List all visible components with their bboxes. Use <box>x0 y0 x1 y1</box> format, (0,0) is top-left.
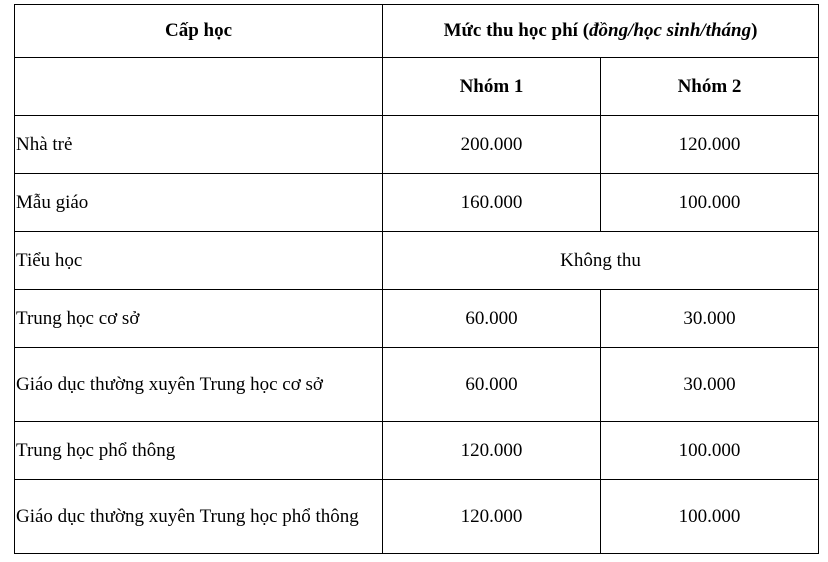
group2-fee-cell: 100.000 <box>601 422 819 480</box>
table-row <box>15 290 819 348</box>
group2-fee-cell: 30.000 <box>601 348 819 422</box>
group2-header: Nhóm 2 <box>601 58 819 116</box>
table-row <box>15 232 819 290</box>
level-column-header: Cấp học <box>15 5 383 58</box>
table-row <box>15 480 819 554</box>
group2-fee-cell: 30.000 <box>601 290 819 348</box>
merged-fee-cell: Không thu <box>383 232 819 290</box>
level-cell: Tiểu học <box>15 232 383 290</box>
level-cell: Nhà trẻ <box>15 116 383 174</box>
table-row <box>15 116 819 174</box>
group1-fee-cell: 120.000 <box>383 422 601 480</box>
group1-fee-cell: 120.000 <box>383 480 601 554</box>
fee-column-header <box>383 5 819 58</box>
level-cell: Giáo dục thường xuyên Trung học phổ thông <box>15 480 383 554</box>
level-cell: Trung học cơ sở <box>15 290 383 348</box>
level-cell: Giáo dục thường xuyên Trung học cơ sở <box>15 348 383 422</box>
group2-fee-cell: 100.000 <box>601 174 819 232</box>
group1-fee-cell: 200.000 <box>383 116 601 174</box>
table-row <box>15 174 819 232</box>
group1-header: Nhóm 1 <box>383 58 601 116</box>
tuition-fee-table <box>14 4 819 554</box>
level-cell: Mẫu giáo <box>15 174 383 232</box>
empty-header-cell <box>15 58 383 116</box>
group2-fee-cell: 100.000 <box>601 480 819 554</box>
group2-fee-cell: 120.000 <box>601 116 819 174</box>
level-cell: Trung học phổ thông <box>15 422 383 480</box>
tuition-table-wrapper <box>14 4 819 554</box>
fee-header-unit: đồng/học sinh/tháng <box>589 20 752 41</box>
table-row <box>15 422 819 480</box>
fee-header-suffix: ) <box>751 20 758 41</box>
table-row <box>15 348 819 422</box>
group1-fee-cell: 60.000 <box>383 348 601 422</box>
fee-header-prefix: Mức thu học phí ( <box>443 20 590 41</box>
group1-fee-cell: 60.000 <box>383 290 601 348</box>
header-row <box>15 5 819 58</box>
subheader-row <box>15 58 819 116</box>
group1-fee-cell: 160.000 <box>383 174 601 232</box>
